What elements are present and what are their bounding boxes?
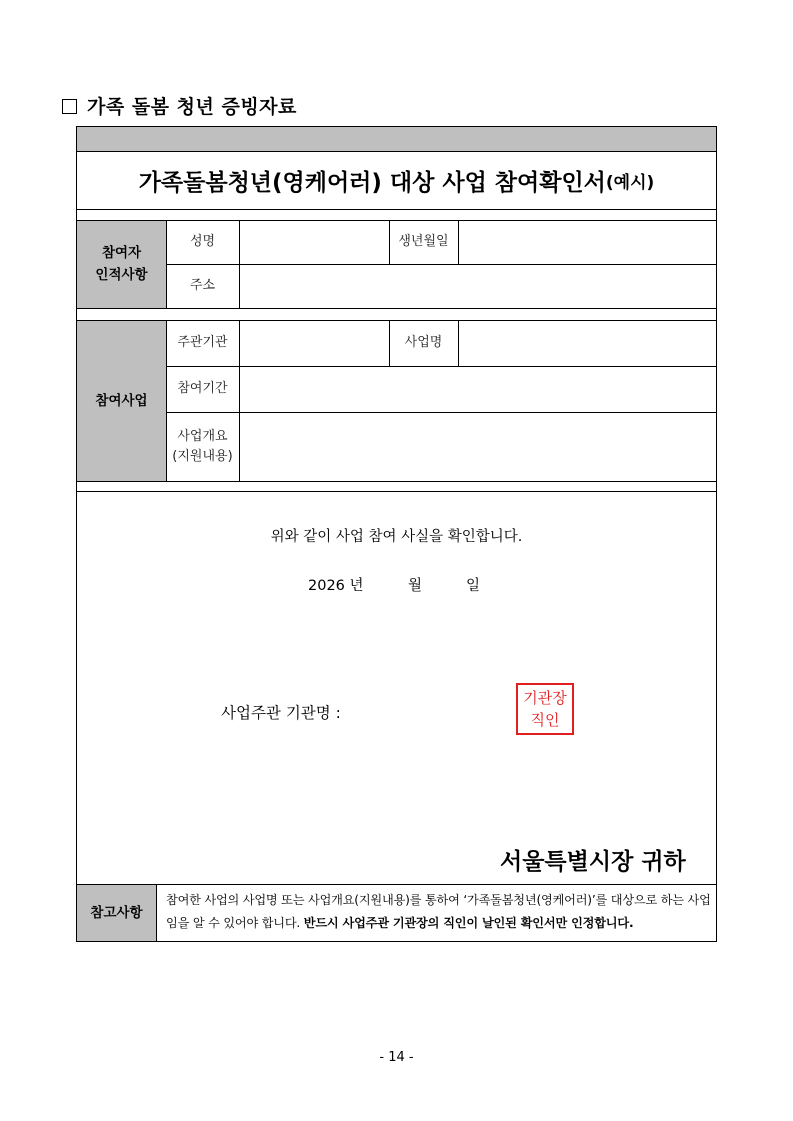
addressee: 서울특별시장 귀하 xyxy=(500,849,686,875)
section-heading-text: 가족 돌봄 청년 증빙자료 xyxy=(87,96,297,118)
form-title-text: 가족돌봄청년(영케어러) 대상 사업 참여확인서 xyxy=(138,169,606,196)
project-name-label: 사업명 xyxy=(404,335,443,350)
confirm-statement: 위와 같이 사업 참여 사실을 확인합니다. xyxy=(270,529,523,545)
birth-field[interactable] xyxy=(459,221,716,264)
seal-line2: 직인 xyxy=(530,711,560,729)
divider xyxy=(76,884,717,885)
overview-label xyxy=(166,412,239,481)
address-label: 주소 xyxy=(189,278,216,293)
divider xyxy=(76,481,717,482)
divider xyxy=(76,209,717,210)
official-seal-box xyxy=(516,683,574,735)
form-title-suffix: (예시) xyxy=(605,172,655,193)
overview-field[interactable] xyxy=(240,413,716,481)
divider xyxy=(156,884,157,941)
org-name-label: 사업주관 기관명 : xyxy=(221,704,341,722)
overview-label-line2: (지원내용) xyxy=(172,448,233,464)
divider xyxy=(76,491,717,492)
divider xyxy=(76,308,717,309)
seal-line1: 기관장 xyxy=(523,689,567,707)
period-label: 참여기간 xyxy=(177,381,228,396)
date-year: 2026 년 xyxy=(308,578,364,594)
participant-section-line2: 인적사항 xyxy=(95,267,148,283)
name-label: 성명 xyxy=(189,234,216,249)
org-field[interactable] xyxy=(240,321,389,366)
note-section-text: 참고사항 xyxy=(90,904,143,921)
name-field[interactable] xyxy=(240,221,389,264)
note-body: 참여한 사업의 사업명 또는 사업개요(지원내용)를 통하여 ‘가족돌봄청년(영케어러)’를 대상으로 하는 사업임을 알 수 있어야 합니다. xyxy=(166,893,711,930)
checkbox-square-icon xyxy=(62,99,77,114)
date-month: 월 xyxy=(408,578,423,594)
note-emphasis: 반드시 사업주관 기관장의 직인이 날인된 확인서만 인정합니다. xyxy=(303,916,634,930)
form-title xyxy=(76,151,717,209)
project-section-text: 참여사업 xyxy=(95,392,148,409)
overview-label-line1: 사업개요 xyxy=(177,428,228,444)
period-field[interactable] xyxy=(240,367,716,412)
page-number: - 14 - xyxy=(379,1050,414,1065)
address-field[interactable] xyxy=(240,265,716,308)
note-text xyxy=(166,889,714,935)
project-name-field[interactable] xyxy=(459,321,716,366)
participant-section-line1: 참여자 xyxy=(101,245,142,261)
birth-label: 생년월일 xyxy=(398,234,449,249)
date-day: 일 xyxy=(466,578,481,594)
section-heading xyxy=(62,92,297,119)
org-label: 주관기관 xyxy=(177,335,228,350)
